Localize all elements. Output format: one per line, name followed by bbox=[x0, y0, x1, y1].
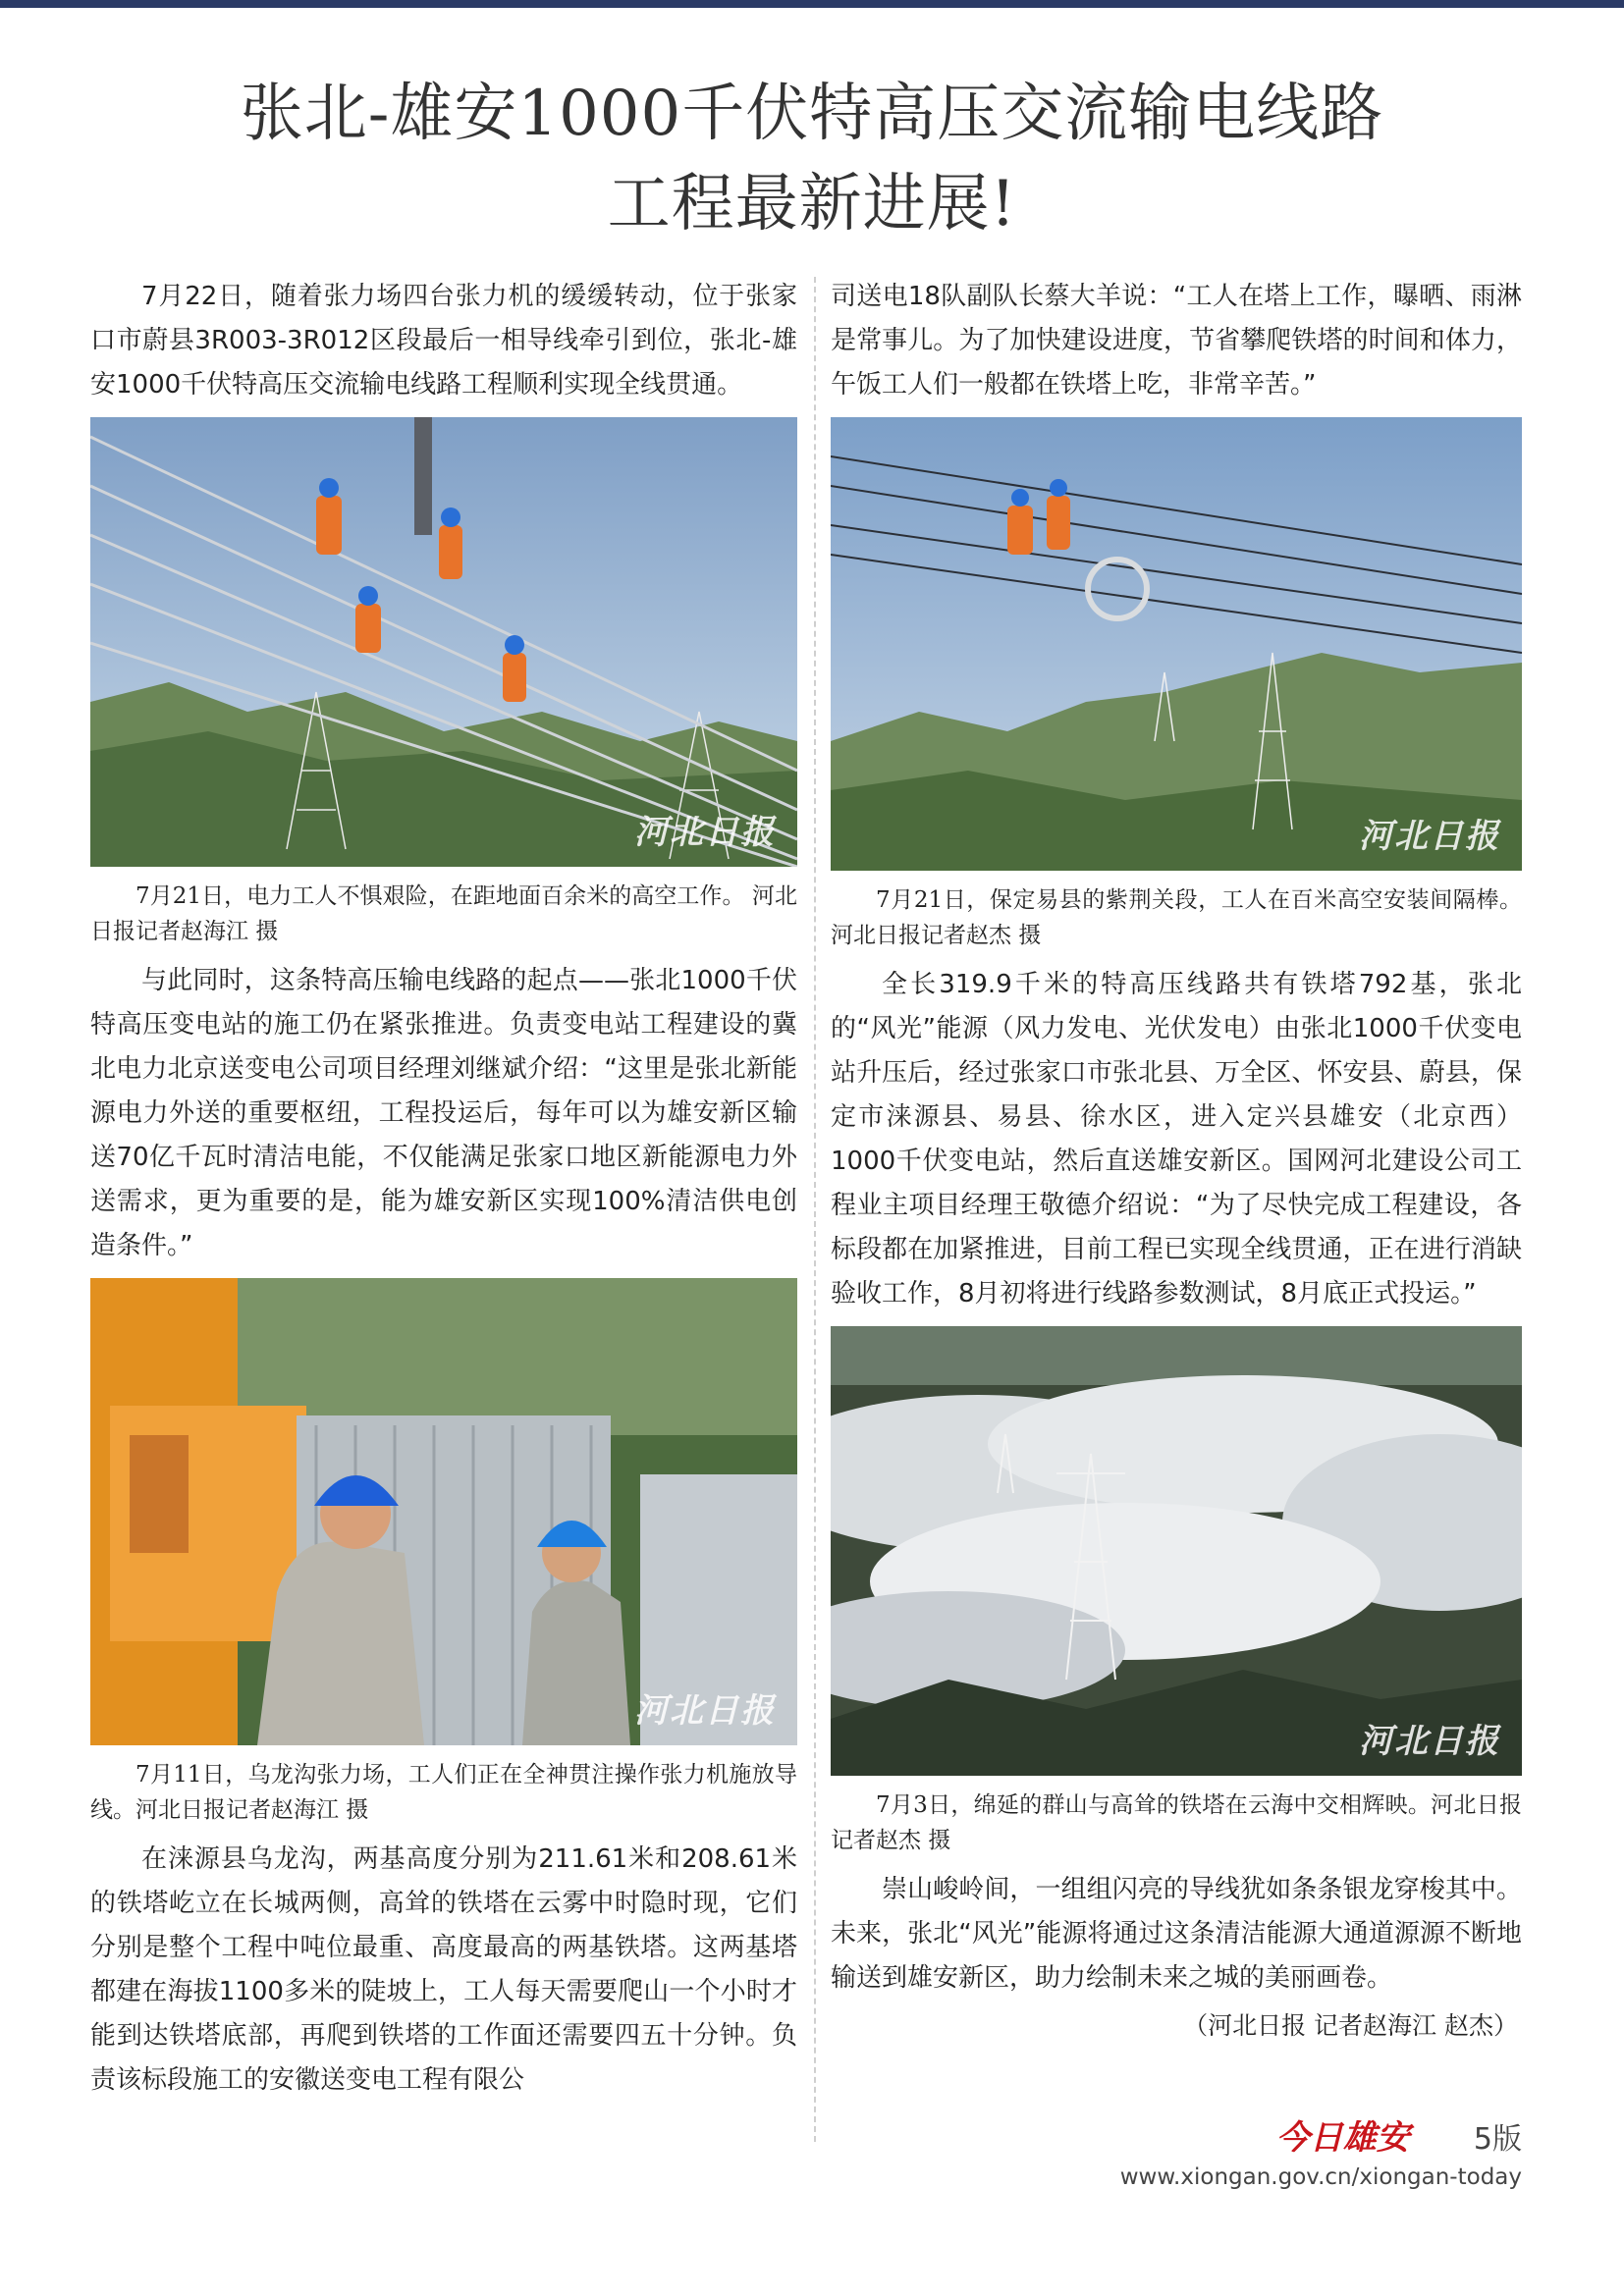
caption-2: 7月11日，乌龙沟张力场，工人们正在全神贯注操作张力机施放导线。河北日报记者赵海江 摄 bbox=[90, 1762, 797, 1823]
title-line-2: 工程最新进展! bbox=[607, 168, 1017, 240]
watermark: 河北日报 bbox=[634, 813, 776, 852]
page-number: 5版 bbox=[1473, 2122, 1522, 2157]
title-line-1: 张北-雄安1000千伏特高压交流输电线路 bbox=[240, 78, 1384, 150]
paragraph-1: 7月22日，随着张力场四台张力机的缓缓转动，位于张家口市蔚县3R003-3R012区段最后一相导线牵引到位，张北-雄安1000千伏特高压交流输电线路工程顺利实现全线贯通。 bbox=[90, 282, 797, 400]
photo-sea-of-clouds-image bbox=[831, 1326, 1522, 1776]
byline: （河北日报 记者赵海江 赵杰） bbox=[1183, 2011, 1518, 2040]
footer-url[interactable]: www.xiongan.gov.cn/xiongan-today bbox=[1119, 2164, 1522, 2190]
paragraph-6: 崇山峻岭间，一组组闪亮的导线犹如条条银龙穿梭其中。未来，张北“风光”能源将通过这条清洁能源大通道源源不断地输送到雄安新区，助力绘制未来之城的美丽画卷。 bbox=[831, 1875, 1522, 1993]
right-column bbox=[831, 275, 1522, 2048]
top-bar bbox=[0, 0, 1624, 8]
paragraph-5: 全长319.9千米的特高压线路共有铁塔792基，张北的“风光”能源（风力发电、光伏发电）由张北1000千伏变电站升压后，经过张家口市张北县、万全区、怀安县、蔚县，保定市涞源县、易县、徐水区，进入定兴县雄安（北京西）1000千伏变电站，然后直送雄安新区。国网河北建设公司工程业主项目经理王敬德介绍说：“为了尽快完成工程建设，各标段都在加紧推进，目前工程已实现全线贯通，正在进行消缺验收工作，8月初将进行线路参数测试，8月底正式投运。” bbox=[831, 970, 1522, 1308]
watermark: 河北日报 bbox=[1359, 1722, 1500, 1761]
photo-tension-machine-image bbox=[90, 1278, 797, 1745]
photo-spacer-installation-image bbox=[831, 417, 1522, 871]
brand-logo: 今日雄安 bbox=[1275, 2118, 1410, 2158]
watermark: 河北日报 bbox=[634, 1691, 776, 1731]
footer bbox=[1120, 2110, 1522, 2190]
paragraph-2: 与此同时，这条特高压输电线路的起点——张北1000千伏特高压变电站的施工仍在紧张推进。负责变电站工程建设的冀北电力北京送变电公司项目经理刘继斌介绍：“这里是张北新能源电力外送的重要枢纽，工程投运后，每年可以为雄安新区输送70亿千瓦时清洁电能，不仅能满足张家口地区新能源电力外送需求，更为重要的是，能为雄安新区实现100%清洁供电创造条件。” bbox=[90, 966, 797, 1260]
page-title bbox=[0, 69, 1624, 249]
caption-3: 7月21日，保定易县的紫荆关段，工人在百米高空安装间隔棒。河北日报记者赵杰 摄 bbox=[831, 887, 1522, 948]
column-divider bbox=[814, 277, 816, 2142]
photo-sea-of-clouds bbox=[831, 1326, 1522, 1776]
paragraph-3: 在涞源县乌龙沟，两基高度分别为211.61米和208.61米的铁塔屹立在长城两侧，高耸的铁塔在云雾中时隐时现，它们分别是整个工程中吨位最重、高度最高的两基铁塔。这两基塔都建在海拔1100多米的陡坡上，工人每天需要爬山一个小时才能到达铁塔底部，再爬到铁塔的工作面还需要四五十分钟。负责该标段施工的安徽送变电工程有限公 bbox=[90, 1844, 797, 2095]
caption-1: 7月21日，电力工人不惧艰险，在距地面百余米的高空工作。 河北日报记者赵海江 摄 bbox=[90, 883, 797, 944]
caption-4: 7月3日，绵延的群山与高耸的铁塔在云海中交相辉映。河北日报记者赵杰 摄 bbox=[831, 1792, 1522, 1853]
photo-workers-on-lines-image bbox=[90, 417, 797, 867]
photo-tension-machine bbox=[90, 1278, 797, 1745]
paragraph-4: 司送电18队副队长蔡大羊说：“工人在塔上工作，曝晒、雨淋是常事儿。为了加快建设进度，节省攀爬铁塔的时间和体力，午饭工人们一般都在铁塔上吃，非常辛苦。” bbox=[831, 282, 1522, 400]
watermark: 河北日报 bbox=[1359, 817, 1500, 856]
left-column bbox=[90, 275, 797, 2103]
photo-workers-on-lines bbox=[90, 417, 797, 867]
photo-spacer-installation bbox=[831, 417, 1522, 871]
